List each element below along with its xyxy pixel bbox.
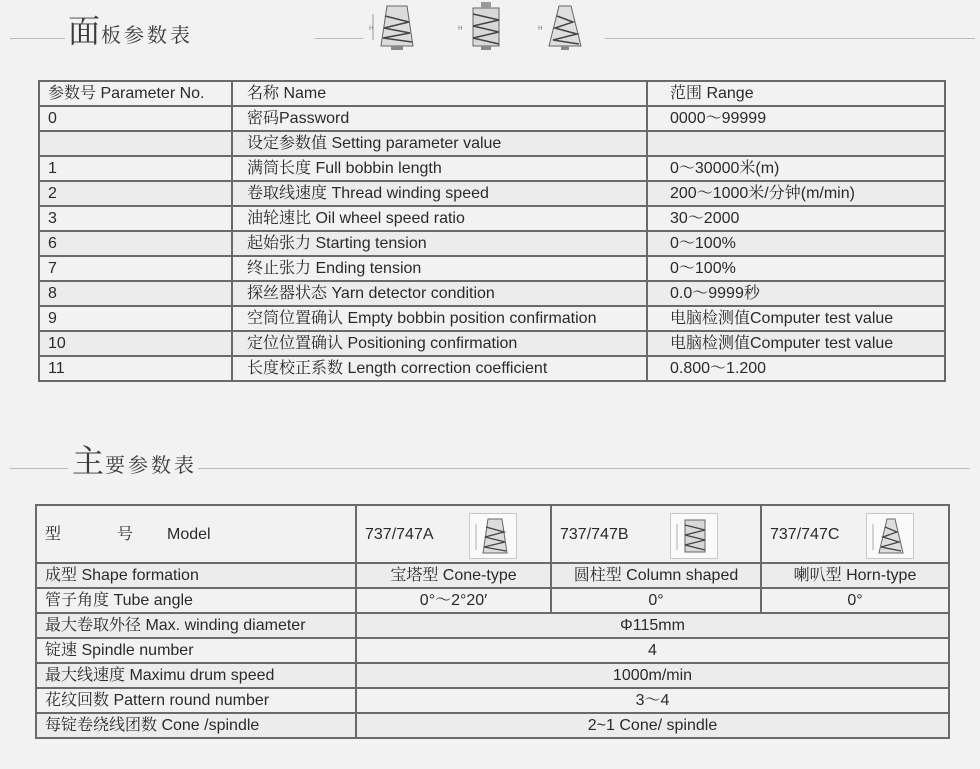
tube-angle-b: 0° bbox=[551, 588, 761, 613]
spec-row bbox=[36, 688, 949, 713]
header-rule-mid bbox=[315, 38, 363, 39]
param-name-cell: 满筒长度 Full bobbin length bbox=[232, 156, 647, 181]
param-range-cell: 0000～99999 bbox=[647, 106, 945, 131]
param-name-cell: 定位位置确认 Positioning confirmation bbox=[232, 331, 647, 356]
header-range: 范围 Range bbox=[647, 81, 945, 106]
header-rule-right bbox=[605, 38, 975, 39]
table-row bbox=[39, 256, 945, 281]
param-name-cell: 长度校正系数 Length correction coefficient bbox=[232, 356, 647, 381]
table-row bbox=[39, 181, 945, 206]
spec-label: 花纹回数 Pattern round number bbox=[36, 688, 356, 713]
svg-text:H: H bbox=[458, 25, 463, 32]
tube-angle-label: 管子角度 Tube angle bbox=[36, 588, 356, 613]
spec-value: 3～4 bbox=[356, 688, 949, 713]
model-label-cn-1: 型 bbox=[45, 525, 62, 543]
spec-row bbox=[36, 713, 949, 738]
tube-angle-row bbox=[36, 588, 949, 613]
param-range-cell: 0～100% bbox=[647, 256, 945, 281]
model-cell-b bbox=[551, 505, 761, 563]
param-no-cell: 9 bbox=[39, 306, 232, 331]
model-row bbox=[36, 505, 949, 563]
table-row bbox=[39, 281, 945, 306]
table-row bbox=[39, 331, 945, 356]
param-name-cell: 空筒位置确认 Empty bobbin position confirmation bbox=[232, 306, 647, 331]
shape-c: 喇叭型 Horn-type bbox=[761, 563, 949, 588]
spec-label: 最大线速度 Maximu drum speed bbox=[36, 663, 356, 688]
horn-bobbin-icon bbox=[535, 2, 591, 52]
shape-label: 成型 Shape formation bbox=[36, 563, 356, 588]
param-name-cell: 油轮速比 Oil wheel speed ratio bbox=[232, 206, 647, 231]
param-range-cell: 0.800～1.200 bbox=[647, 356, 945, 381]
tube-angle-a: 0°～2°20′ bbox=[356, 588, 551, 613]
param-no-cell: 2 bbox=[39, 181, 232, 206]
panel-parameter-table bbox=[38, 80, 946, 382]
param-range-cell: 0～100% bbox=[647, 231, 945, 256]
param-name-cell: 密码Password bbox=[232, 106, 647, 131]
table-row bbox=[39, 306, 945, 331]
main-title-rest: 要参数表 bbox=[105, 453, 198, 477]
panel-section-title bbox=[68, 6, 193, 52]
param-range-cell: 0.0～9999秒 bbox=[647, 281, 945, 306]
spec-value: 4 bbox=[356, 638, 949, 663]
spec-value: 1000m/min bbox=[356, 663, 949, 688]
panel-title-initial: 面 bbox=[68, 12, 102, 50]
model-label-en: Model bbox=[167, 525, 211, 543]
shape-a: 宝塔型 Cone-type bbox=[356, 563, 551, 588]
column-bobbin-icon bbox=[455, 2, 511, 52]
param-range-cell: 电脑检测值Computer test value bbox=[647, 331, 945, 356]
param-no-cell: 10 bbox=[39, 331, 232, 356]
spec-label: 每锭卷绕线团数 Cone /spindle bbox=[36, 713, 356, 738]
horn-bobbin-icon bbox=[866, 513, 914, 559]
param-no-cell bbox=[39, 131, 232, 156]
header-name: 名称 Name bbox=[232, 81, 647, 106]
header-parameter-no: 参数号 Parameter No. bbox=[39, 81, 232, 106]
param-range-cell: 200～1000米/分钟(m/min) bbox=[647, 181, 945, 206]
shape-row bbox=[36, 563, 949, 588]
table-row bbox=[39, 356, 945, 381]
param-range-cell bbox=[647, 131, 945, 156]
param-no-cell: 0 bbox=[39, 106, 232, 131]
main-section-title bbox=[72, 436, 197, 482]
tube-angle-c: 0° bbox=[761, 588, 949, 613]
spec-row bbox=[36, 663, 949, 688]
spec-value: 2~1 Cone/ spindle bbox=[356, 713, 949, 738]
param-no-cell: 7 bbox=[39, 256, 232, 281]
param-name-cell: 设定参数值 Setting parameter value bbox=[232, 131, 647, 156]
param-no-cell: 1 bbox=[39, 156, 232, 181]
param-range-cell: 电脑检测值Computer test value bbox=[647, 306, 945, 331]
param-no-cell: 3 bbox=[39, 206, 232, 231]
spec-label: 锭速 Spindle number bbox=[36, 638, 356, 663]
cone-bobbin-icon bbox=[365, 2, 421, 52]
spec-value: Φ115mm bbox=[356, 613, 949, 638]
table-row bbox=[39, 131, 945, 156]
main-section-header bbox=[0, 436, 980, 486]
svg-text:H: H bbox=[538, 25, 543, 32]
model-label-cell bbox=[36, 505, 356, 563]
panel-title-rest: 板参数表 bbox=[101, 23, 194, 47]
param-name-cell: 起始张力 Starting tension bbox=[232, 231, 647, 256]
panel-section-header bbox=[0, 6, 980, 56]
param-no-cell: 11 bbox=[39, 356, 232, 381]
table-row bbox=[39, 206, 945, 231]
main-parameter-table bbox=[35, 504, 950, 739]
table-row bbox=[39, 106, 945, 131]
param-name-cell: 探丝器状态 Yarn detector condition bbox=[232, 281, 647, 306]
header-rule-left bbox=[10, 38, 65, 39]
header2-rule-left bbox=[10, 468, 68, 469]
model-cell-c bbox=[761, 505, 949, 563]
param-name-cell: 卷取线速度 Thread winding speed bbox=[232, 181, 647, 206]
svg-text:H: H bbox=[369, 25, 374, 32]
model-a-label: 737/747A bbox=[365, 525, 434, 543]
model-b-label: 737/747B bbox=[560, 525, 629, 543]
column-bobbin-icon bbox=[670, 513, 718, 559]
param-name-cell: 终止张力 Ending tension bbox=[232, 256, 647, 281]
spec-row bbox=[36, 613, 949, 638]
param-range-cell: 30～2000 bbox=[647, 206, 945, 231]
shape-b: 圆柱型 Column shaped bbox=[551, 563, 761, 588]
model-cell-a bbox=[356, 505, 551, 563]
spec-label: 最大卷取外径 Max. winding diameter bbox=[36, 613, 356, 638]
table-row bbox=[39, 231, 945, 256]
model-c-label: 737/747C bbox=[770, 525, 840, 543]
cone-bobbin-icon bbox=[469, 513, 517, 559]
table-header-row bbox=[39, 81, 945, 106]
main-title-initial: 主 bbox=[72, 442, 106, 480]
param-no-cell: 6 bbox=[39, 231, 232, 256]
table-row bbox=[39, 156, 945, 181]
param-range-cell: 0～30000米(m) bbox=[647, 156, 945, 181]
param-no-cell: 8 bbox=[39, 281, 232, 306]
spec-row bbox=[36, 638, 949, 663]
model-label-cn-2: 号 bbox=[117, 525, 134, 543]
header2-rule-right bbox=[198, 468, 970, 469]
